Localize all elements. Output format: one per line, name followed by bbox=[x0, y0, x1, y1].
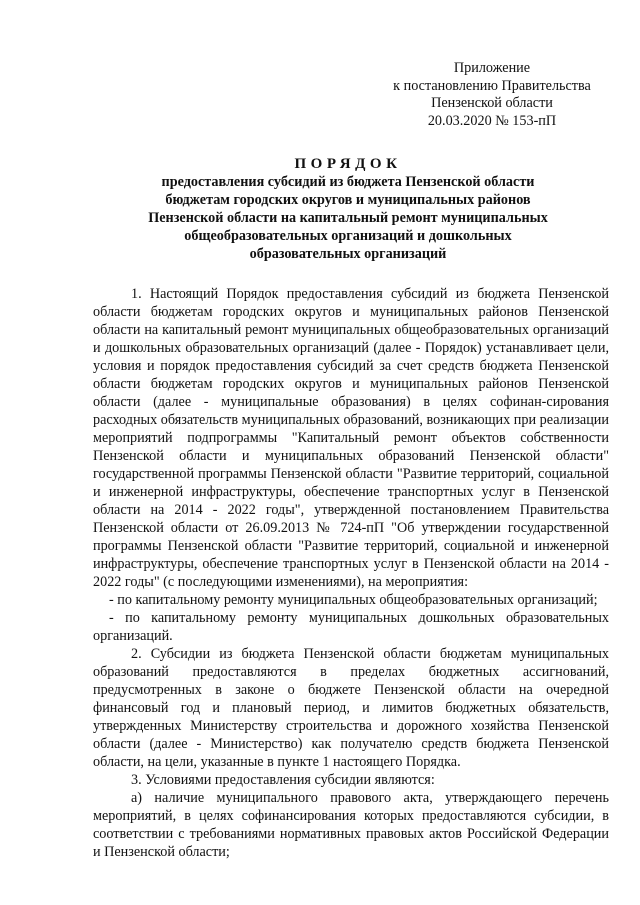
appendix-line: Приложение bbox=[453, 60, 531, 76]
document-subtitle bbox=[98, 173, 598, 263]
subtitle-line: Пензенской области на капитальный ремонт муниципальных bbox=[148, 210, 548, 226]
document-body bbox=[93, 285, 609, 861]
subtitle-line: бюджетам городских округов и муниципальных районов bbox=[165, 192, 531, 208]
paragraph-bullet-general: - по капитальному ремонту муниципальных общеобразовательных организаций; bbox=[109, 592, 598, 608]
paragraph-bullet-preschool: - по капитальному ремонту муниципальных дошкольных образовательных организаций. bbox=[93, 610, 609, 644]
document-title: ПОРЯДОК bbox=[294, 156, 402, 172]
appendix-line: к постановлению Правительства bbox=[393, 77, 591, 94]
paragraph-3a: а) наличие муниципального правового акта, утверждающего перечень мероприятий, в целях софинансирования которых предоставляются субсидии, в соответствии с требованиями нормативных правовых актов Российской Федерации и Пензенской области; bbox=[93, 790, 609, 860]
appendix-line: Пензенской области bbox=[431, 95, 553, 112]
paragraph-2: 2. Субсидии из бюджета Пензенской области бюджетам муниципальных образований предоставляются в пределах бюджетных ассигнований, предусмотренных в законе о бюджете Пензенской области на очередной финансовый год и плановый период, и лимитов бюджетных обязательств, утвержденных Министерству строительства и дорожного хозяйства Пензенской области (далее - Министерство) как получателю средств бюджета Пензенской области, на цели, указанные в пункте 1 настоящего Порядка. bbox=[93, 646, 609, 770]
subtitle-line: предоставления субсидий из бюджета Пензенской области bbox=[161, 174, 535, 190]
paragraph-1: 1. Настоящий Порядок предоставления субсидий из бюджета Пензенской области бюджетам городских округов и муниципальных районов Пензенской области на капитальный ремонт муниципальных общеобразовательных организаций и дошкольных образовательных организаций (далее - Порядок) устанавливает цели, условия и порядок предоставления субсидий за счет средств бюджета Пензенской области бюджетам городских округов и муниципальных районов Пензенской области (далее - муниципальные образования) в целях софинан-сирования расходных обязательств муниципальных образований, возникающих при реализации мероприятий подпрограммы "Капитальный ремонт объектов собственности Пензенской области и муниципальных образований Пензенской области" государственной программы Пензенской области "Развитие территорий, социальной и инженерной инфраструктуры, обеспечение транспортных услуг в Пензенской области на 2014 - 2022 годы", утвержденной постановлением Правительства Пензенской области от 26.09.2013 № 724-пП "Об утверждении государственной программы Пензенской области "Развитие территорий, социальной и инженерной инфраструктуры, обеспечение транспортных услуг в Пензенской области на 2014 - 2022 годы" (с последующими изменениями), на мероприятия: bbox=[93, 286, 609, 590]
appendix-date-number: 20.03.2020 № 153-пП bbox=[427, 112, 557, 129]
subtitle-line: общеобразовательных организаций и дошкольных bbox=[184, 228, 512, 244]
appendix-header bbox=[372, 60, 612, 130]
subtitle-line: образовательных организаций bbox=[249, 246, 447, 262]
paragraph-3: 3. Условиями предоставления субсидии являются: bbox=[131, 772, 435, 788]
document-title-block bbox=[98, 155, 598, 263]
